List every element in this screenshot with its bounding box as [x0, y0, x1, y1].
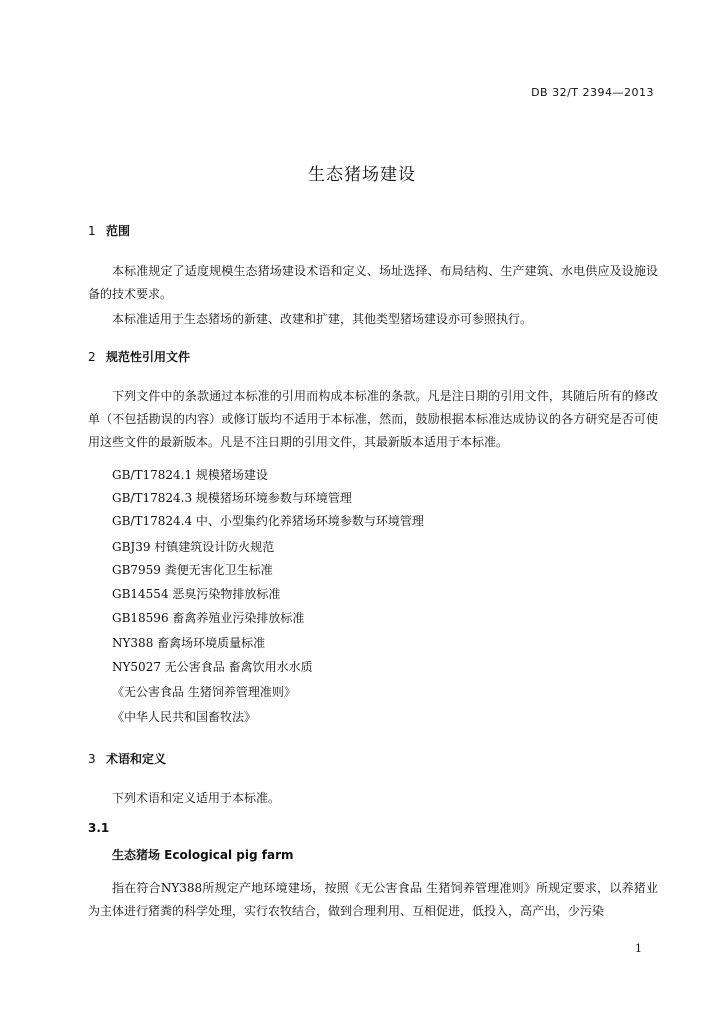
term-heading: 生态猪场 Ecological pig farm [112, 848, 294, 862]
references-intro-paragraph: 下列文件中的条款通过本标准的引用而构成本标准的条款。凡是注日期的引用文件，其随后所有的修改单（不包括勘误的内容）或修订版均不适用于本标准，然而，鼓励根据本标准达成协议的各方研究是否可使用这些文件的最新版本。凡是不注日期的引用文件，其最新版本适用于本标准。 [88, 389, 658, 449]
section-1-heading [88, 222, 130, 239]
reference-item: GB7959 粪便无害化卫生标准 [112, 563, 273, 577]
reference-item: GB/T17824.4 中、小型集约化养猪场环境参数与环境管理 [112, 514, 424, 528]
document-id: DB 32/T 2394—2013 [531, 86, 654, 99]
reference-item: GB/T17824.1 规模猪场建设 [112, 468, 268, 482]
section-title: 术语和定义 [106, 752, 167, 766]
reference-item: NY5027 无公害食品 畜禽饮用水水质 [112, 660, 313, 674]
scope-paragraph-1: 本标准规定了适度规模生态猪场建设术语和定义、场址选择、布局结构、生产建筑、水电供应及设施设备的技术要求。 [88, 264, 658, 301]
section-number: 3 [88, 752, 96, 766]
section-2-heading [88, 348, 190, 365]
reference-item: GB14554 恶臭污染物排放标准 [112, 587, 281, 601]
page-title: 生态猪场建设 [308, 165, 416, 185]
reference-item: GBJ39 村镇建筑设计防火规范 [112, 540, 275, 554]
reference-item: 《无公害食品 生猪饲养管理准则》 [112, 685, 296, 699]
section-3-heading [88, 750, 166, 767]
terms-intro-paragraph: 下列术语和定义适用于本标准。 [112, 791, 281, 805]
section-number: 2 [88, 350, 96, 364]
reference-item: NY388 畜禽场环境质量标准 [112, 636, 266, 650]
scope-paragraph-2: 本标准适用于生态猪场的新建、改建和扩建，其他类型猪场建设亦可参照执行。 [112, 312, 533, 326]
reference-item: GB/T17824.3 规模猪场环境参数与环境管理 [112, 491, 352, 505]
section-title: 规范性引用文件 [106, 350, 191, 364]
section-number: 1 [88, 224, 96, 238]
reference-item: GB18596 畜禽养殖业污染排放标准 [112, 611, 305, 625]
page-number: 1 [635, 942, 642, 955]
reference-item: 《中华人民共和国畜牧法》 [112, 710, 257, 724]
term-definition-paragraph: 指在符合NY388所规定产地环境建场，按照《无公害食品 生猪饲养管理准则》所规定要求，以养猪业为主体进行猪粪的科学处理，实行农牧结合，做到合理利用、互相促进，低投入，高产出，少污染 [88, 881, 658, 918]
subsection-number: 3.1 [88, 821, 110, 835]
section-title: 范围 [106, 224, 131, 238]
